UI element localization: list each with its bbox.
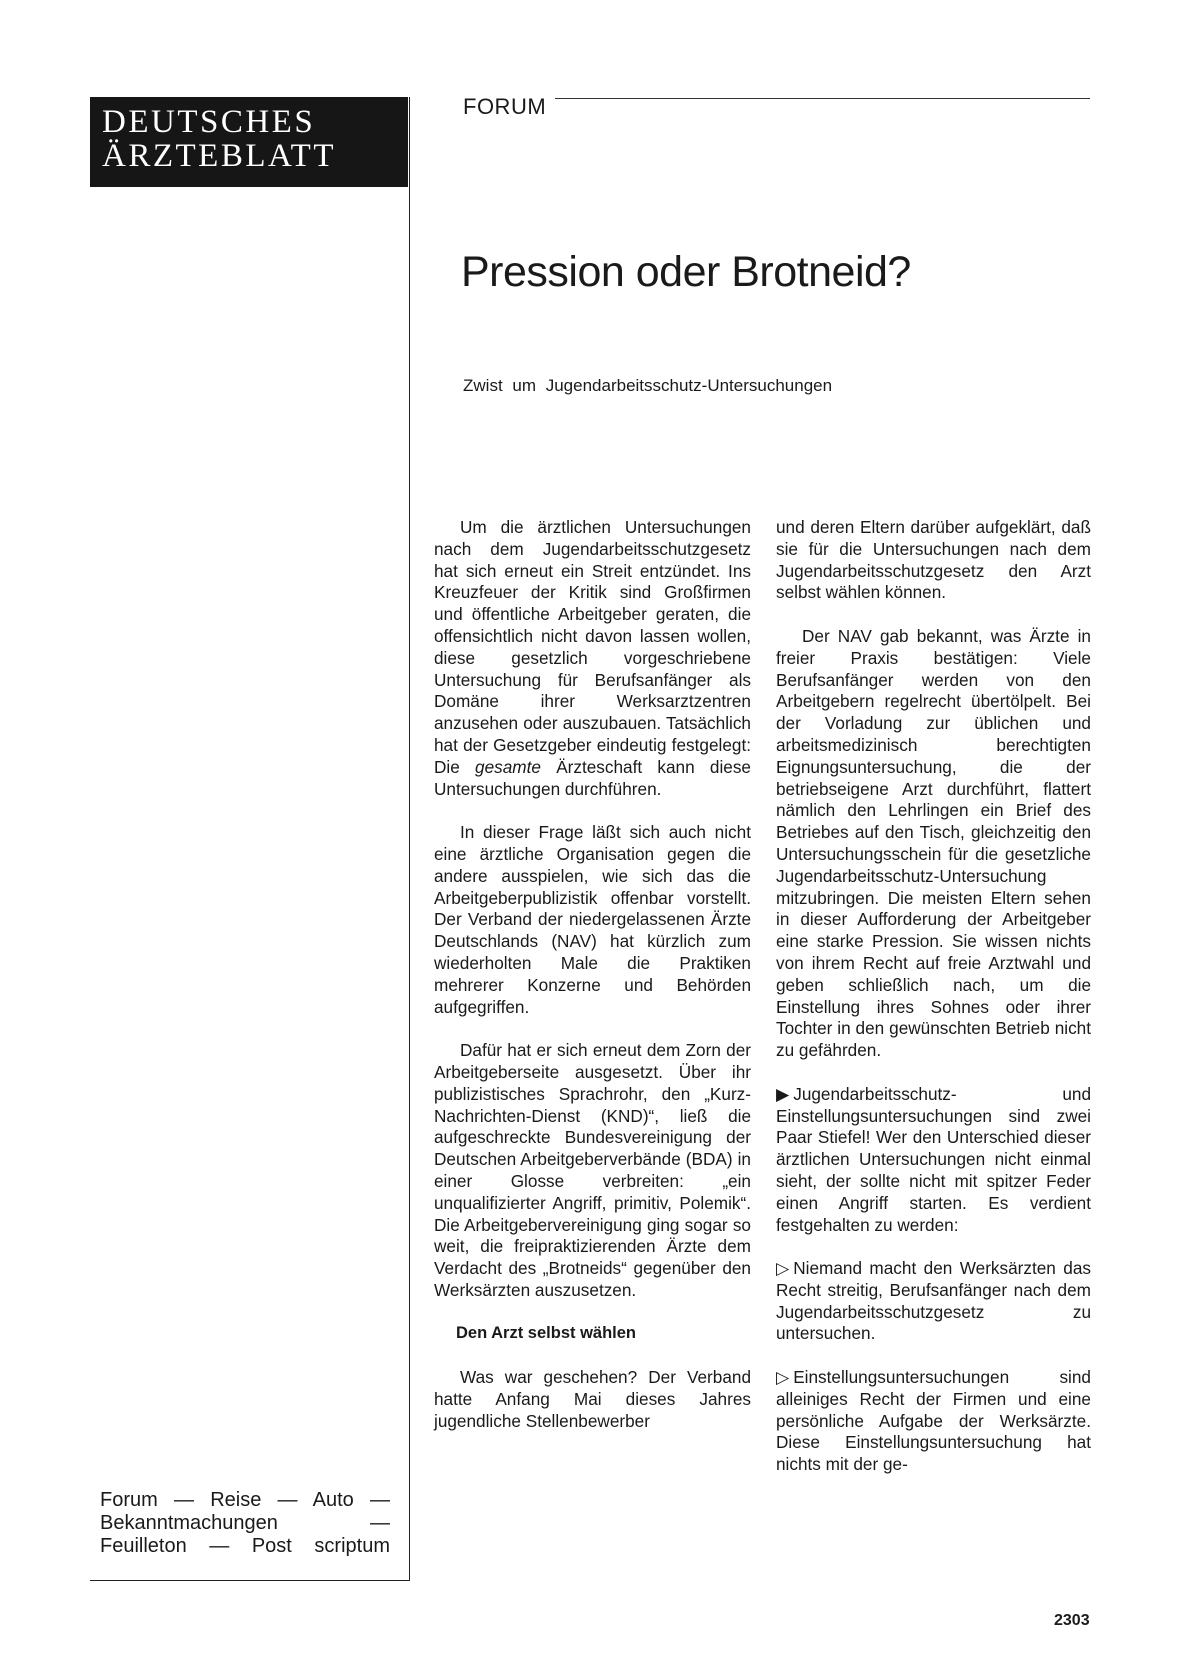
text-column-1 bbox=[434, 517, 751, 1454]
masthead-line2: ÄRZTEBLATT bbox=[102, 138, 336, 174]
paragraph: Der NAV gab bekannt, was Ärzte in freier Praxis bestätigen: Viele Berufsanfänger werden von den Arbeitgebern regelrecht übertölpelt. Bei der Vorladung zur üblichen und arbeitsmedizinisch berechtigten Eignungsuntersuchung, die der betriebseigene Arzt durchführt, flattert nämlich den Lehrlingen ein Brief des Betriebes auf den Tisch, gleichzeitig den Untersuchungsschein für die gesetzliche Jugendarbeitsschutz-Untersuchung mitzubringen. Die meisten Eltern sehen in dieser Aufforderung der Arbeitgeber eine starke Pression. Sie wissen nichts von ihrem Recht auf freie Arztwahl und geben schließlich nach, um die Einstellung ihres Sohnes oder ihrer Tochter in den gewünschten Betrieb nicht zu gefährden. bbox=[776, 625, 1091, 1061]
paragraph bbox=[776, 1367, 1091, 1476]
outline-triangle-icon: ▷ bbox=[776, 1258, 790, 1279]
section-heading: Den Arzt selbst wählen bbox=[456, 1324, 637, 1343]
paragraph bbox=[776, 1258, 1091, 1345]
paragraph bbox=[434, 517, 751, 800]
text-column-2 bbox=[776, 517, 1091, 1498]
paragraph-text: Jugendarbeitsschutz- und Einstellungsuntersuchungen sind zwei Paar Stiefel! Wer den Unterschied dieser ärztlichen Untersuchungen nicht einmal sieht, der sollte nicht mit spitzer Feder einen Angriff starten. Es verdient festgehalten zu werden: bbox=[776, 1083, 1091, 1235]
paragraph: In dieser Frage läßt sich auch nicht eine ärztliche Organisation gegen die andere ausspielen, wie sich das die Arbeitgeberpublizistik offenbar vorstellt. Der Verband der niedergelassenen Ärzte Deutschlands (NAV) hat kürzlich zum wiederholten Male die Praktiken mehrerer Konzerne und Behörden aufgegriffen. bbox=[434, 822, 751, 1017]
section-label: FORUM bbox=[463, 94, 547, 119]
paragraph: Dafür hat er sich erneut dem Zorn der Arbeitgeberseite ausgesetzt. Über ihr publizistisches Sprachrohr, den „Kurz-Nachrichten-Dienst (KND)“, ließ die aufgeschreckte Bundesvereinigung der Deutschen Arbeitgeberverbände (BDA) in einer Glosse verbreiten: „ein unqualifizierter Angriff, primitiv, Polemik“. Die Arbeitgebervereinigung ging sogar so weit, die freipraktizierenden Ärzte dem Verdacht des „Brotneids“ gegenüber den Werksärzten auszusetzen. bbox=[434, 1040, 751, 1300]
paragraph-text: Um die ärztlichen Untersuchungen nach dem Jugendarbeitsschutzgesetz hat sich erneut ein Streit entzündet. Ins Kreuzfeuer der Kritik sind Großfirmen und öffentliche Arbeitgeber geraten, die offensichtlich nicht davon lassen wollen, diese gesetzlich vorgeschriebene Untersuchung für Berufsanfänger als Domäne ihrer Werksarztzentren anzusehen oder auszubauen. Tatsächlich hat der Gesetzgeber eindeutig festgelegt: Die bbox=[434, 517, 751, 777]
outline-triangle-icon: ▷ bbox=[776, 1367, 790, 1388]
paragraph-text: Niemand macht den Werksärzten das Recht streitig, Berufsanfänger nach dem Jugendarbeitsschutzgesetz zu untersuchen. bbox=[776, 1258, 1091, 1344]
sidebar-box bbox=[90, 97, 410, 1581]
sidebar-sections: Forum — Reise — Auto — Bekanntmachungen — Feuilleton — Post scriptum bbox=[100, 1489, 390, 1557]
paragraph: und deren Eltern darüber aufgeklärt, daß sie für die Untersuchungen nach dem Jugendarbeitsschutzgesetz den Arzt selbst wählen können. bbox=[776, 517, 1091, 603]
paragraph-text: Einstellungsuntersuchungen sind alleiniges Recht der Firmen und eine persönliche Aufgabe der Werksärzte. Diese Einstellungsuntersuchung hat nichts mit der ge- bbox=[776, 1367, 1091, 1475]
filled-triangle-icon: ▶ bbox=[776, 1083, 790, 1104]
emphasis-text: gesamte bbox=[475, 756, 541, 777]
paragraph-text: Ärzteschaft kann diese Untersuchungen durchführen. bbox=[434, 756, 751, 799]
page-number: 2303 bbox=[1054, 1612, 1090, 1629]
article-subtitle: Zwist um Jugendarbeitsschutz-Untersuchungen bbox=[463, 376, 833, 395]
masthead-logo bbox=[90, 97, 408, 187]
header-rule bbox=[555, 98, 1090, 99]
paragraph bbox=[776, 1084, 1091, 1237]
paragraph: Was war geschehen? Der Verband hatte Anfang Mai dieses Jahres jugendliche Stellenbewerber bbox=[434, 1367, 751, 1431]
article-title: Pression oder Brotneid? bbox=[461, 248, 911, 296]
masthead-line1: DEUTSCHES bbox=[102, 104, 316, 140]
